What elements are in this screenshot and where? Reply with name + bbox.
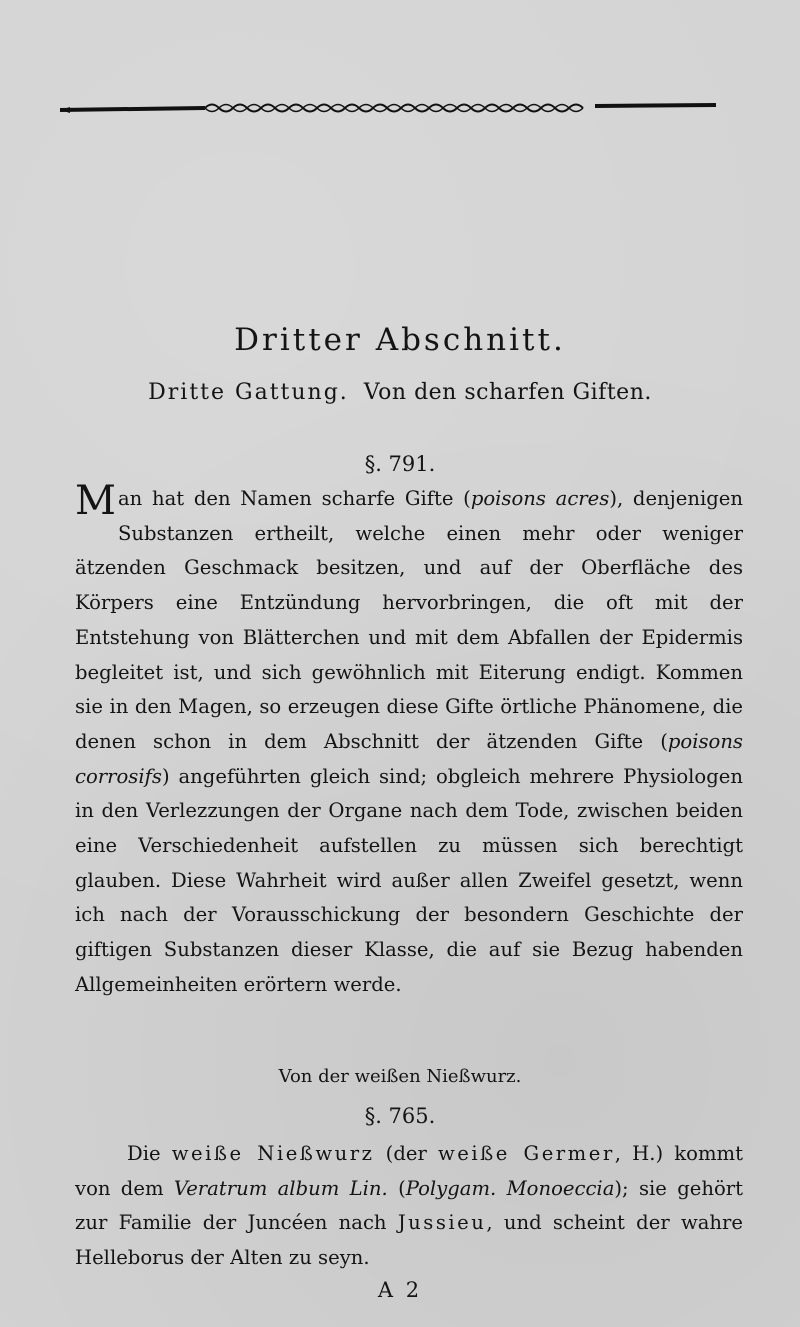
- p2-text-2: (der: [374, 1142, 439, 1165]
- paragraph-765-text: [75, 1137, 743, 1276]
- genus-subject: Von den scharfen Giften.: [363, 380, 652, 405]
- term-poisons-corrosifs: poisons corrosifs: [75, 729, 743, 788]
- subheading: Von der weißen Nießwurz.: [278, 1066, 522, 1087]
- p2-text-3: , H.) kommt von dem: [75, 1142, 743, 1200]
- p2-text-1: Die: [127, 1142, 172, 1165]
- paragraph-791-text: [75, 478, 743, 1003]
- signature-mark: A 2: [377, 1278, 423, 1302]
- term-veratrum-album: Veratrum album Lin.: [173, 1176, 388, 1200]
- paragraph-791-part-b: ), denjenigen Substanzen ertheilt, welche einen mehr oder weniger ätzenden Geschmack besitzen, und auf der Oberfläche des Körpers eine Entzündung hervorbringen, die oft mit der Entstehung von Blätterchen und mit dem Abfallen der Epidermis begleitet ist, und sich gewöhnlich mit Eiterung endigt. Kommen sie in den Magen, so erzeugen diese Gifte örtliche Phänomene, die denen schon in dem Abschnitt der ätzenden Gifte (: [75, 487, 743, 753]
- term-poisons-acres: poisons acres: [470, 487, 610, 510]
- term-weisse-germer: weiße Germer: [438, 1142, 615, 1165]
- paragraph-791-part-c: ) angeführten gleich sind; obgleich mehrere Physiologen in den Verlezzungen der Organe nach dem Tode, zwischen beiden eine Verschiedenheit aufstellen zu müssen sich berechtigt glauben. Diese Wahrheit wird außer allen Zweifel gesetzt, wenn ich nach der Vorausschickung der besondern Geschichte der giftigen Substanzen dieser Klasse, die auf sie Bezug habenden Allgemeinheiten erörtern werde.: [75, 764, 743, 996]
- genus-label: Dritte Gattung.: [148, 380, 349, 405]
- p2-text-4: (: [387, 1176, 406, 1200]
- genus-heading: [0, 380, 800, 405]
- decorative-rule-ornament: [60, 96, 720, 120]
- p2-text-5: ); sie gehört zur Familie der Juncéen nach: [75, 1176, 743, 1235]
- paragraph-number-765: §. 765.: [364, 1104, 436, 1128]
- drop-cap: M: [75, 478, 116, 524]
- term-weisse-niesswurz: weiße Nießwurz: [171, 1142, 375, 1165]
- section-title: Dritter Abschnitt.: [234, 322, 566, 358]
- paragraph-number-791: §. 791.: [364, 452, 436, 476]
- term-jussieu: Jussieu: [397, 1211, 487, 1235]
- term-polygam-monoeccia: Polygam. Monoeccia: [405, 1176, 615, 1200]
- p2-text-6: , und scheint der wahre Helleborus der Alten zu seyn.: [75, 1211, 743, 1270]
- paragraph-791-part-a: an hat den Namen scharfe Gifte (: [117, 487, 471, 510]
